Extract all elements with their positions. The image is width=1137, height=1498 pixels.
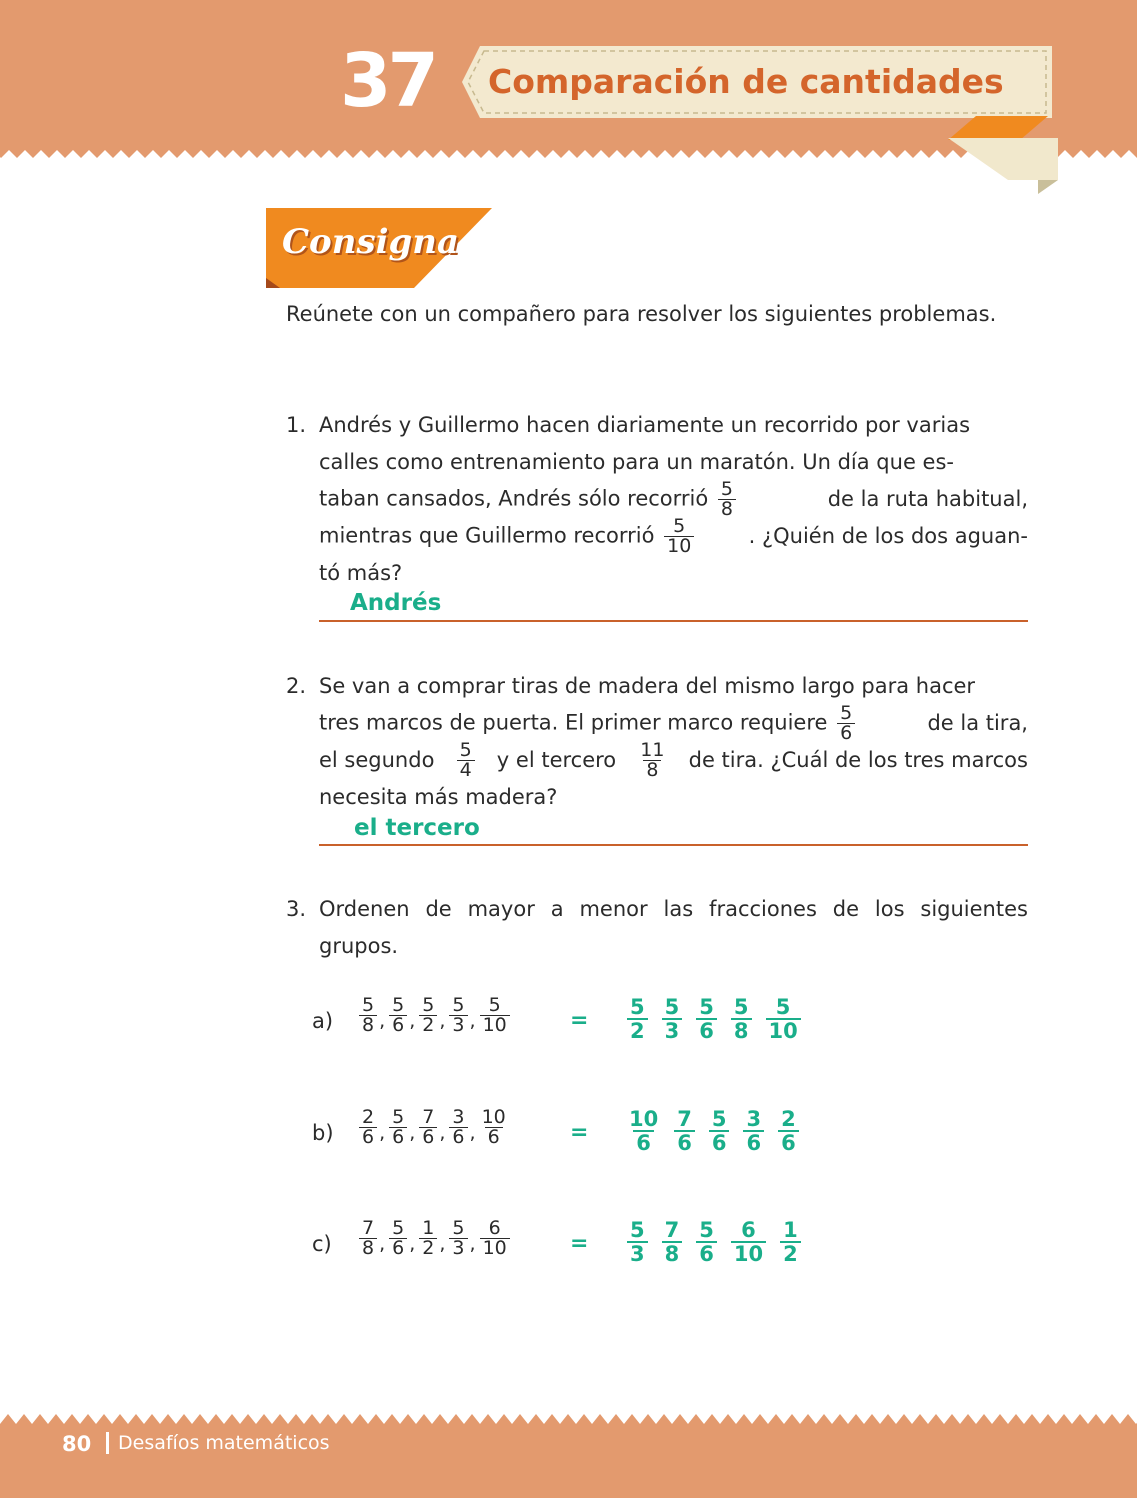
p3-line-2: grupos. [319,934,399,958]
group-a-answer [624,996,804,1042]
equals-sign-a: = [570,1008,589,1033]
p1-l3a: taban cansados, Andrés sólo recorrió [319,486,709,511]
p1-l4b: . ¿Quién de los dos aguan- [748,524,1028,548]
comma: , [439,1232,446,1255]
fraction-5-3: $\frac{5}{3}$ [449,996,467,1035]
p1-l2: calles como entrenamiento para un maratón. Un día que es- [319,450,954,474]
comma: , [409,1009,416,1032]
fraction-6-10: $\frac{6}{10}$ [731,1219,766,1265]
p1-line-3 [319,478,1028,520]
ribbon-decoration [948,116,1063,196]
fraction-7-8: $\frac{7}{8}$ [359,1219,377,1258]
consigna-label: Consigna [282,222,460,262]
fraction-3-6: $\frac{3}{6}$ [743,1108,764,1154]
p1-l4a: mientras que Guillermo recorrió [319,523,655,548]
fraction-7-6: $\frac{7}{6}$ [419,1108,437,1147]
problem-3-text [319,891,1028,965]
comma: , [409,1121,416,1144]
fraction-5-8: $\frac{5}{8}$ [718,480,736,519]
fraction-3-6: $\frac{3}{6}$ [449,1108,467,1147]
problem-1-text [319,407,1028,592]
fraction-5-8: $\frac{5}{8}$ [359,996,377,1035]
p1-line-5 [319,555,1028,592]
fraction-5-3: $\frac{5}{3}$ [627,1219,648,1265]
group-a-label: a) [312,1009,334,1033]
p2-l3c: de tira. ¿Cuál de los tres marcos [688,748,1028,772]
p2-l2a: tres marcos de puerta. El primer marco requiere [319,710,828,735]
fraction-11-8: $\frac{11}{8}$ [640,739,665,781]
group-b-answer [624,1108,802,1154]
fraction-5-10: $\frac{5}{10}$ [480,996,510,1035]
page-number: 80 [62,1432,92,1456]
fraction-5-6: $\frac{5}{6}$ [837,704,855,743]
fraction-7-8: $\frac{7}{8}$ [662,1219,683,1265]
comma: , [379,1121,386,1144]
fraction-6-10: $\frac{6}{10}$ [480,1219,510,1258]
comma: , [409,1232,416,1255]
comma: , [469,1121,476,1144]
group-b-label: b) [312,1121,334,1145]
p2-line-2 [319,702,1028,744]
fraction-5-6: $\frac{5}{6}$ [389,1219,407,1258]
p2-l2b: de la tira, [927,711,1028,735]
fraction-5-4: $\frac{5}{4}$ [457,741,475,780]
fraction-2-6: $\frac{2}{6}$ [359,1108,377,1147]
group-a-fractions [356,996,513,1035]
p1-line-4 [319,515,1028,557]
group-c-answer [624,1219,804,1265]
comma: , [469,1232,476,1255]
group-c-label: c) [312,1232,332,1256]
fraction-5-6: $\frac{5}{6}$ [389,996,407,1035]
comma: , [439,1009,446,1032]
answer-line-2 [319,844,1028,846]
fraction-5-6: $\frac{5}{6}$ [696,996,717,1042]
equals-sign-b: = [570,1120,589,1145]
fraction-7-6: $\frac{7}{6}$ [674,1108,695,1154]
comma: , [469,1009,476,1032]
fraction-5-3: $\frac{5}{3}$ [449,1219,467,1258]
footer-separator [106,1432,109,1454]
fraction-10-6: $\frac{10}{6}$ [629,1107,659,1155]
fraction-5-10: $\frac{5}{10}$ [664,517,694,556]
equals-sign-c: = [570,1231,589,1256]
p2-l4: necesita más madera? [319,785,558,809]
group-c-fractions [356,1219,513,1258]
answer-line-1 [319,620,1028,622]
p2-l1: Se van a comprar tiras de madera del mismo largo para hacer [319,674,976,698]
answer-1: Andrés [350,590,442,616]
footer-book-title: Desafíos matemáticos [118,1432,330,1454]
fraction-1-2: $\frac{1}{2}$ [780,1219,801,1265]
p2-l3a: el segundo [319,748,435,772]
fraction-5-2: $\frac{5}{2}$ [419,996,437,1035]
intro-text: Reúnete con un compañero para resolver los siguientes problemas. [286,302,997,326]
fraction-5-6: $\frac{5}{6}$ [696,1219,717,1265]
group-b-fractions [356,1108,511,1147]
p2-line-4 [319,779,1028,816]
problem-3-number: 3. [286,897,307,921]
comma: , [379,1009,386,1032]
answer-2: el tercero [354,815,480,841]
fraction-1-2: $\frac{1}{2}$ [419,1219,437,1258]
p2-line-3 [319,739,1028,781]
p3-line-1: Ordenen de mayor a menor las fracciones de los siguientes [319,897,1028,921]
problem-1-number: 1. [286,413,307,437]
fraction-5-3: $\frac{5}{3}$ [662,996,683,1042]
fraction-5-8: $\frac{5}{8}$ [731,996,752,1042]
p1-l5: tó más? [319,561,403,585]
fraction-5-10: $\frac{5}{10}$ [766,996,801,1042]
lesson-number: 37 [340,38,435,124]
p1-l1: Andrés y Guillermo hacen diariamente un recorrido por varias [319,413,971,437]
fraction-5-6: $\frac{5}{6}$ [389,1108,407,1147]
page-title: Comparación de cantidades [488,62,1004,101]
problem-2-text [319,668,1028,816]
problem-2-number: 2. [286,674,307,698]
fraction-5-6: $\frac{5}{6}$ [709,1108,730,1154]
p2-line-1 [319,668,1028,705]
p1-line-1 [319,407,1028,444]
comma: , [439,1121,446,1144]
footer-band [0,1412,1137,1498]
p1-line-2 [319,444,1028,481]
comma: , [379,1232,386,1255]
fraction-5-2: $\frac{5}{2}$ [627,996,648,1042]
p2-l3b: y el tercero [496,748,617,772]
fraction-2-6: $\frac{2}{6}$ [778,1108,799,1154]
fraction-10-6: $\frac{10}{6}$ [481,1106,506,1148]
p1-l3b: de la ruta habitual, [827,487,1028,511]
